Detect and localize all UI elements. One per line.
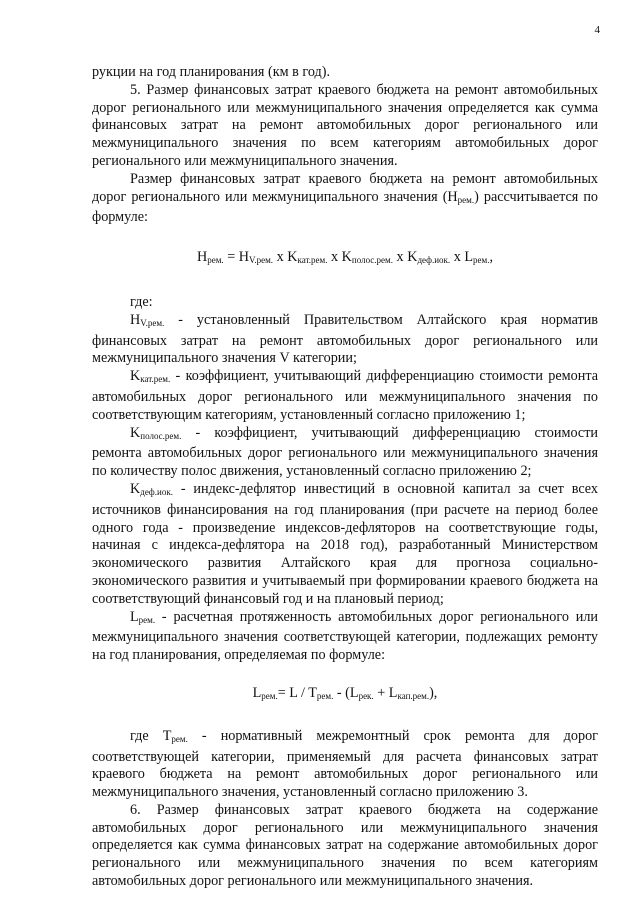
definition-k-polos: $K_{полос.рем.}$ - коэффициент, учитывающий дифференциацию стоимости ремонта автомобильных дорог регионального или межмуниципального значения по количеству полос движения, установленный согласно приложению 2; [92,424,598,480]
paragraph-5: 5. Размер финансовых затрат краевого бюджета на ремонт автомобильных дорог регионального или межмуниципального значения определяется как сумма финансовых затрат на ремонт автомобильных дорог регионального или межмуниципального значения по всем категориям автомобильных дорог регионального или межмуниципального значения. [92,81,598,169]
formula-repair-cost: $Н_{рем.} = Н_{V.рем.}$ x $K_{кат.рем.}$ x $K_{полос.рем.}$ x $K_{деф.иок.}$ x $L_{рем.}$, [196,249,494,266]
definition-hv: $Н_{V.рем.}$ - установленный Правительством Алтайского края норматив финансовых затрат на ремонт автомобильных дорог регионального или межмуниципального значения V категории; [92,311,598,367]
definition-k-kat: $K_{кат.рем.}$ - коэффициент, учитывающий дифференциацию стоимости ремонта автомобильных дорог регионального или межмуниципального значения по соответствующим категориям, установленный согласно приложению 1; [92,368,598,423]
paragraph-6: 6. Размер финансовых затрат краевого бюджета на содержание автомобильных дорог регионального или межмуниципального значения определяется как сумма финансовых затрат на содержание автомобильных дорог регионального или межмуниципального значения по всем категориям автомобильных дорог регионального или межмуниципального значения. [92,801,598,890]
definition-l-rem: $L_{рем.}$ - расчетная протяженность автомобильных дорог регионального или межмуниципального значения соответствующей категории, подлежащих ремонту на год планирования, определяемая по формуле: [92,608,598,664]
paragraph-calc: Размер финансовых затрат краевого бюджета на ремонт автомобильных дорог регионального или межмуниципального значения $(Н_{рем.})$ рассчитывается по формуле: [92,170,598,226]
definition-t-rem: где $T_{рем.}$ - нормативный межремонтный срок ремонта для дорог соответствующей категории, применяемый для расчета финансовых затрат краевого бюджета на ремонт автомобильных дорог регионального или межмуниципального значения, установленный согласно приложению 3. [92,727,598,801]
definition-k-def: $K_{деф.иок.}$ - индекс-дефлятор инвестиций в основной капитал за счет всех источников финансирования на год планирования (при расчете на период более одного года - произведение индексов-дефляторов на соответствующие годы, начиная с индекса-дефлятора на 2018 год), разработанный Министерством экономического развития Алтайского края для прогноза социально-экономического развития и учитываемый при формировании краевого бюджета на соответствующий финансовый год и на плановый период; [92,480,598,607]
document-body [92,64,598,891]
formula-length: $L_{рем.}= L / T_{рем.} - (L_{рек.} + L_{кап.рем.})$, [252,684,438,701]
paragraph-continuation: рукции на год планирования (км в год). [92,64,331,80]
where-label: где: [130,293,153,310]
page-number: 4 [594,24,600,36]
